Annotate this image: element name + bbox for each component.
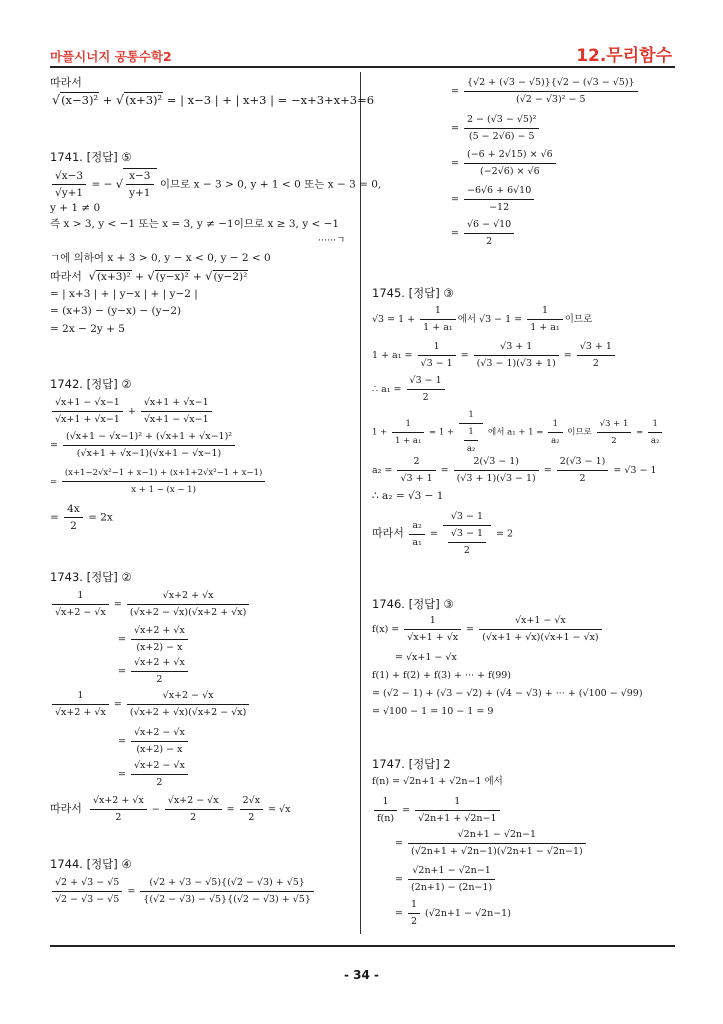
problem-1745-line-7: 따라서 $\frac{\text{a₂}}{\text{a₁}}$ = $\frac{√3 - 1}{\frac{√3 - 1}{2}}$ = 2	[372, 511, 514, 556]
problem-1747-line-3: = $\frac{√2n+1 - √2n-1}{(√2n+1 + √2n-1)(√2n+1 - √2n-1)}$	[395, 828, 588, 859]
problem-1743-line-5: = $\frac{√x+2 - √x}{(x+2) - x}$	[118, 726, 190, 757]
problem-1744-cont-line-5: = $\frac{√6 - √10}{2}$	[451, 218, 516, 249]
problem-1742-line-4: = $\frac{4x}{2}$ = 2x	[50, 503, 113, 532]
problem-1744-cont-line-1: = $\frac{\{√2 + (√3 - √5)\}\{√2 - (√3 - √5)\}}{\text{(√2 − √3)² − 5}}$	[451, 76, 640, 107]
problem-1746-line-3: f(1) + f(2) + f(3) + ··· + f(99)	[372, 670, 511, 681]
problem-1741-line-4: ㄱ에 의하여 x + 3 > 0, y − x < 0, y − 2 < 0	[50, 252, 271, 264]
problem-1745-line-1: √3 = 1 + $\frac{1}{\text{1 + a₁}}$ 에서 √3 − 1 = $\frac{1}{\text{1 + a₁}}$ 이므로	[372, 305, 593, 333]
problem-1745-line-3: ∴ a₁ = $\frac{√3 - 1}{2}$	[372, 374, 447, 405]
chapter-title: 12.무리함수	[576, 46, 672, 66]
problem-1742-line-2: = $\frac{\text{(√x+1 − √x−1)² + (√x+1 + √x−1)²}}{(√x+1 + √x-1)(√x+1 - √x-1)}$	[50, 430, 237, 461]
problem-1746-line-4: = (√2 − 1) + (√3 − √2) + (√4 − √3) + ··· + (√100 − √99)	[372, 688, 643, 699]
problem-1741-heading: 1741. [정답] ⑤	[50, 150, 132, 164]
problem-1745-line-6: ∴ a₂ = √3 − 1	[372, 490, 444, 502]
problem-1745-heading: 1745. [정답] ③	[372, 286, 454, 300]
problem-1743-line-7: 따라서 $\frac{√x+2 + √x}{2}$ − $\frac{√x+2 - √x}{2}$ = $\frac{2√x}{2}$ = √x	[50, 795, 291, 823]
problem-1743-heading: 1743. [정답] ②	[50, 570, 132, 584]
problem-1745-line-2: 1 + a₁ = $\frac{1}{√3 - 1}$ = $\frac{√3 + 1}{(√3 - 1)(√3 + 1)}$ = $\frac{√3 + 1}{2}$	[372, 340, 617, 371]
problem-1743-line-6: = $\frac{√x+2 - √x}{2}$	[118, 759, 190, 790]
page-number: - 34 -	[343, 968, 379, 982]
book-title: 마플시너지 공통수학2	[50, 49, 172, 64]
problem-1747-heading: 1747. [정답] 2	[372, 757, 451, 771]
problem-1744-cont-line-4: = $\frac{-6√6 + 6√10}{-12}$	[451, 184, 536, 215]
problem-1741-line-8: = 2x − 2y + 5	[50, 323, 125, 335]
problem-1744-cont-line-2: = $\frac{\text{2 − (√3 − √5)²}}{(5 - 2√6) - 5}$	[451, 113, 541, 144]
problem-1741-line-5: 따라서 √(x+3)² + √(y−x)² + √(y−2)²	[50, 269, 248, 283]
problem-1745-line-5: a₂ = $\frac{2}{√3 + 1}$ = $\frac{2(√3 - 1)}{(√3 + 1)(√3 - 1)}$ = $\frac{2(√3 - 1)}{2}$ = √3 − 1	[372, 456, 657, 484]
intro-line: √(x−3)² + √(x+3)² = | x−3 | + | x+3 | = −x+3+x+3=6	[52, 92, 375, 107]
problem-1742-line-3: = $\frac{\text{(x+1−2√x²−1 + x−1) + (x+1+2√x²−1 + x−1)}}{x + 1 - (x - 1)}$	[50, 466, 267, 497]
footer-rule	[50, 945, 675, 947]
column-divider	[360, 72, 361, 934]
problem-1743-line-4: $\frac{1}{√x+2 + √x}$ = $\frac{√x+2 - √x}{(√x+2 + √x)(√x+2 - √x)}$	[50, 689, 251, 720]
problem-1741-line-7: = (x+3) − (y−x) − (y−2)	[50, 305, 182, 317]
problem-1747-line-2: $\frac{1}{f(n)}$ = $\frac{1}{√2n+1 + √2n-1}$	[372, 795, 502, 826]
problem-1744-line-1: $\frac{√2 + √3 - √5}{√2 - √3 - √5}$ = $\frac{(√2 + √3 - √5)\{(√2 - √3) + √5\}}{\{(√2 - √3) - √5\}\{(√2 - √3) + √5\}}$	[50, 876, 316, 907]
problem-1747-line-4: = $\frac{√2n+1 - √2n-1}{(2n+1) - (2n-1)}$	[395, 864, 497, 895]
problem-1745-line-4: 1 + $\frac{1}{\text{1 + a₁}}$ = 1 + $\frac{1}{\frac{1}{\text{a₂}}}$ 에서 a₁ + 1 = $\frac{1}{\text{a₂}}$ 이므로 $\frac{√3 + 1}{2}$ = $\frac{1}{\text{a₂}}$	[372, 408, 664, 456]
problem-1742-line-1: $\frac{√x+1 - √x-1}{√x+1 + √x-1}$ + $\frac{√x+1 + √x-1}{√x+1 - √x-1}$	[50, 396, 214, 427]
problem-1741-line-3: 즉 x > 3, y < −1 또는 x = 3, y ≠ −1이므로 x ≥ 3, y < −1	[50, 218, 340, 230]
problem-1747-line-1: f(n) = √2n+1 + √2n−1 에서	[372, 776, 503, 787]
problem-1746-heading: 1746. [정답] ③	[372, 597, 454, 611]
problem-1744-cont-line-3: = $\frac{(-6 + 2√15) \times √6}{(-2√6) \times √6}$	[451, 148, 558, 179]
intro-label: 따라서	[50, 76, 82, 89]
problem-1743-line-2: = $\frac{√x+2 + √x}{(x+2) - x}$	[118, 624, 190, 655]
problem-1744-heading: 1744. [정답] ④	[50, 857, 132, 871]
header-rule	[50, 66, 675, 68]
problem-1743-line-3: = $\frac{√x+2 + √x}{2}$	[118, 656, 190, 687]
problem-1746-line-5: = √100 − 1 = 10 − 1 = 9	[372, 706, 494, 717]
problem-1741-line-2: y + 1 ≠ 0	[50, 202, 101, 214]
problem-1741-marker: ······ㄱ	[318, 235, 346, 246]
problem-1747-line-5: = $\frac{1}{2}$ (√2n+1 − √2n−1)	[395, 899, 511, 927]
problem-1741-line-6: = | x+3 | + | y−x | + | y−2 |	[50, 288, 198, 300]
problem-1743-line-1: $\frac{1}{√x+2 - √x}$ = $\frac{√x+2 + √x}{(√x+2 - √x)(√x+2 + √x)}$	[50, 589, 251, 620]
problem-1746-line-1: f(x) = $\frac{1}{√x+1 + √x}$ = $\frac{√x+1 - √x}{(√x+1 + √x)(√x+1 - √x)}$	[372, 614, 604, 645]
problem-1742-heading: 1742. [정답] ②	[50, 377, 132, 391]
problem-1746-line-2: = √x+1 − √x	[395, 652, 457, 663]
problem-1741-line-1: $\frac{√x-3}{√y+1}$ = − √ $\frac{x-3}{y+1}$ 이므로 x − 3 > 0, y + 1 < 0 또는 x − 3 = 0,	[50, 168, 381, 200]
